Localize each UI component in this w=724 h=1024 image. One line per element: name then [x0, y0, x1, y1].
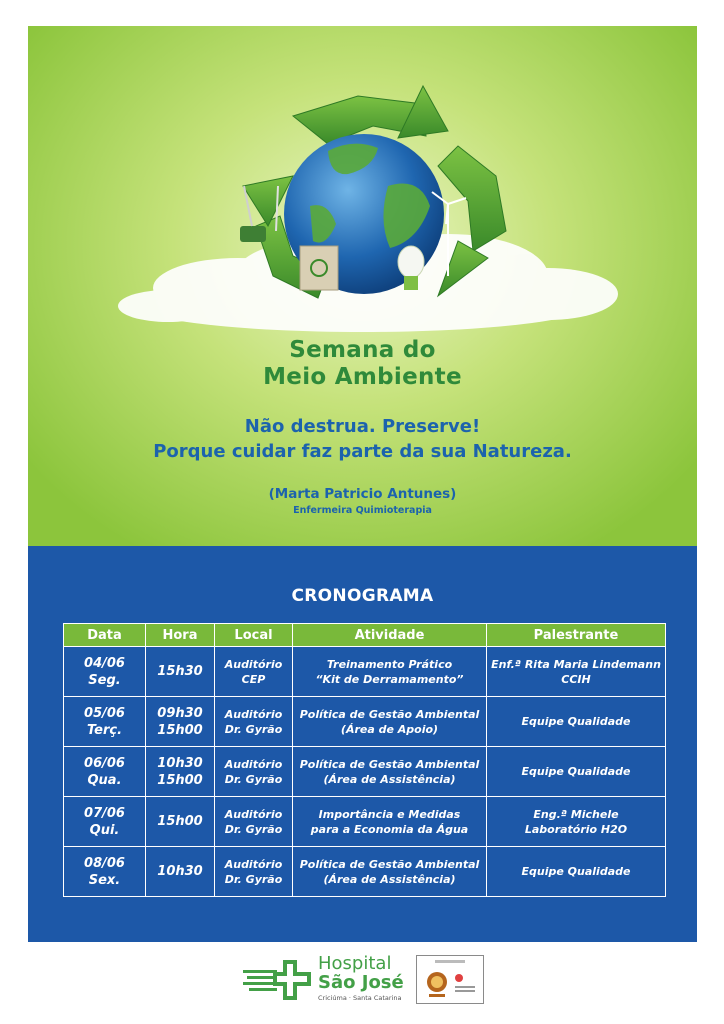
location-line: Auditório	[224, 857, 283, 871]
location-cell	[215, 797, 293, 847]
date-cell	[64, 847, 146, 897]
date-cell	[64, 797, 146, 847]
speaker-line: Eng.ª Michele	[533, 807, 619, 821]
speaker-line: Laboratório H2O	[524, 822, 628, 836]
author-role: Enfermeira Quimioterapia	[293, 505, 432, 516]
weekday-value: Terç.	[86, 722, 123, 738]
hour-value: 15h00	[157, 722, 203, 738]
weekday-value: Qui.	[89, 822, 120, 838]
weekday-value: Seg.	[88, 672, 121, 688]
hero-section	[28, 26, 697, 546]
location-cell	[215, 847, 293, 897]
table-row	[64, 847, 666, 897]
activity-line: (Área de Assistência)	[323, 872, 456, 886]
date-value: 07/06	[84, 805, 125, 821]
location-line: Auditório	[224, 807, 283, 821]
schedule-section	[28, 546, 697, 942]
date-cell	[64, 647, 146, 697]
location-line: Dr. Gyrão	[224, 772, 283, 786]
speaker-line: Enf.ª Rita Maria Lindemann	[491, 657, 661, 671]
activity-cell	[293, 797, 487, 847]
location-line: Auditório	[224, 657, 283, 671]
recycle-globe-illustration	[28, 26, 697, 546]
table-header-row	[64, 624, 666, 647]
speaker-cell	[487, 797, 666, 847]
hour-value: 15h30	[157, 664, 203, 679]
schedule-heading: CRONOGRAMA	[291, 586, 434, 606]
logo-name-text: São José	[318, 972, 404, 993]
activity-line: “Kit de Derramamento”	[315, 672, 464, 686]
column-header-location: Local	[215, 624, 293, 647]
column-header-activity: Atividade	[293, 624, 487, 647]
speaker-cell	[487, 647, 666, 697]
column-header-hour: Hora	[146, 624, 215, 647]
schedule-table	[63, 623, 666, 897]
hour-cell	[146, 647, 215, 697]
hour-cell	[146, 847, 215, 897]
location-cell	[215, 647, 293, 697]
recycle-bag-icon	[300, 246, 338, 290]
event-title-line1: Semana do	[289, 337, 436, 363]
date-cell	[64, 697, 146, 747]
hour-cell	[146, 697, 215, 747]
speaker-line: Equipe Qualidade	[521, 765, 631, 778]
date-value: 06/06	[84, 755, 125, 771]
activity-line: (Área de Assistência)	[323, 772, 456, 786]
certification-badge	[416, 955, 484, 1004]
slogan-line1: Não destrua. Preserve!	[244, 416, 481, 437]
slogan-author: (Marta Patricio Antunes)	[268, 486, 457, 502]
hour-value: 09h30	[157, 705, 203, 721]
logo-city-text: Criciúma · Santa Catarina	[318, 994, 402, 1002]
date-value: 08/06	[84, 855, 125, 871]
location-line: CEP	[241, 672, 266, 686]
column-header-date: Data	[64, 624, 146, 647]
slogan-line2: Porque cuidar faz parte da sua Natureza.	[153, 441, 572, 462]
logo-hospital-text: Hospital	[318, 953, 392, 974]
table-row	[64, 797, 666, 847]
activity-line: Política de Gestão Ambiental	[299, 857, 480, 871]
activity-cell	[293, 847, 487, 897]
activity-line: Treinamento Prático	[326, 657, 453, 671]
table-row	[64, 747, 666, 797]
activity-cell	[293, 647, 487, 697]
location-line: Auditório	[224, 707, 283, 721]
speaker-cell	[487, 747, 666, 797]
hour-value: 10h30	[157, 864, 203, 879]
location-cell	[215, 747, 293, 797]
activity-line: (Área de Apoio)	[340, 722, 439, 736]
hour-value: 15h00	[157, 772, 203, 788]
location-line: Dr. Gyrão	[224, 822, 283, 836]
hour-cell	[146, 747, 215, 797]
location-cell	[215, 697, 293, 747]
table-row	[64, 697, 666, 747]
poster	[28, 26, 697, 942]
event-title-line2: Meio Ambiente	[263, 364, 462, 390]
speaker-line: Equipe Qualidade	[521, 715, 631, 728]
activity-line: Política de Gestão Ambiental	[299, 757, 480, 771]
hour-cell	[146, 797, 215, 847]
speaker-cell	[487, 847, 666, 897]
date-cell	[64, 747, 146, 797]
activity-line: Importância e Medidas	[318, 807, 461, 821]
activity-line: para a Economia da Água	[310, 822, 469, 836]
column-header-speaker: Palestrante	[487, 624, 666, 647]
location-line: Dr. Gyrão	[224, 722, 283, 736]
table-row	[64, 647, 666, 697]
weekday-value: Qua.	[87, 772, 122, 788]
date-value: 05/06	[84, 705, 125, 721]
location-line: Auditório	[224, 757, 283, 771]
speaker-cell	[487, 697, 666, 747]
location-line: Dr. Gyrão	[224, 872, 283, 886]
hospital-cross-logo	[243, 956, 315, 1002]
activity-cell	[293, 697, 487, 747]
hour-value: 15h00	[157, 814, 203, 829]
weekday-value: Sex.	[88, 872, 121, 888]
activity-line: Política de Gestão Ambiental	[299, 707, 480, 721]
date-value: 04/06	[84, 655, 125, 671]
footer	[0, 942, 724, 1024]
hour-value: 10h30	[157, 755, 203, 771]
speaker-line: Equipe Qualidade	[521, 865, 631, 878]
speaker-line: CCIH	[561, 672, 591, 686]
activity-cell	[293, 747, 487, 797]
